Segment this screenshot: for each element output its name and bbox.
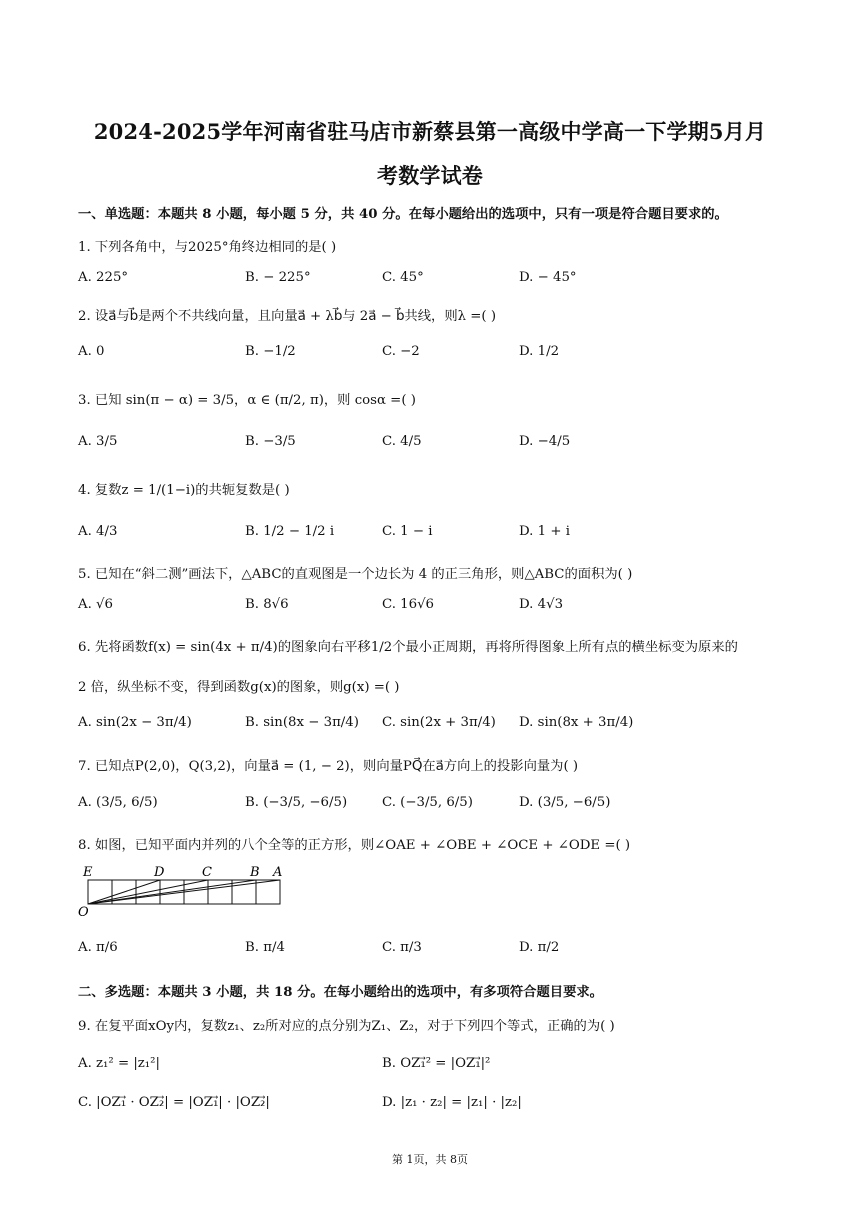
q6-option-b: B. sin(8x − 3π/4) bbox=[245, 715, 359, 730]
q5-option-b: B. 8√6 bbox=[245, 597, 289, 612]
q8-option-d: D. π/2 bbox=[519, 940, 560, 955]
section-heading-multiple-choice: 二、多选题：本题共 3 小题，共 18 分。在每小题给出的选项中，有多项符合题目要求。 bbox=[78, 985, 603, 1000]
q7-option-a: A. (3/5, 6/5) bbox=[78, 795, 158, 810]
q3-option-c: C. 4/5 bbox=[382, 434, 422, 449]
figure-label-c: C bbox=[202, 865, 212, 880]
q4-option-c: C. 1 − i bbox=[382, 524, 433, 539]
q2-option-c: C. −2 bbox=[382, 344, 420, 359]
q6-option-d: D. sin(8x + 3π/4) bbox=[519, 715, 634, 730]
q6-option-c: C. sin(2x + 3π/4) bbox=[382, 715, 496, 730]
figure-label-b: B bbox=[250, 865, 260, 880]
question-8-stem: 8. 如图，已知平面内并列的八个全等的正方形，则∠OAE + ∠OBE + ∠OCE + ∠ODE =( ) bbox=[78, 838, 631, 853]
question-9-stem: 9. 在复平面xOy内，复数z₁、z₂所对应的点分别为Z₁、Z₂，对于下列四个等式，正确的为( ) bbox=[78, 1019, 615, 1034]
q1-option-c: C. 45° bbox=[382, 270, 424, 285]
q3-option-b: B. −3/5 bbox=[245, 434, 296, 449]
page-title-line2: 考数学试卷 bbox=[377, 163, 483, 188]
question-6-stem-continued: 2 倍，纵坐标不变，得到函数g(x)的图象，则g(x) =( ) bbox=[78, 680, 400, 695]
q9-option-c: C. |OZ₁⃗ · OZ₂⃗| = |OZ₁⃗| · |OZ₂⃗| bbox=[78, 1095, 270, 1110]
q8-option-a: A. π/6 bbox=[78, 940, 118, 955]
question-3-stem: 3. 已知 sin(π − α) = 3/5，α ∈ (π/2, π)，则 cosα =( ) bbox=[78, 393, 416, 408]
question-1-stem: 1. 下列各角中，与2025°角终边相同的是( ) bbox=[78, 240, 337, 255]
page-footer: 第 1页，共 8页 bbox=[392, 1153, 468, 1166]
figure-label-o: O bbox=[78, 905, 89, 920]
segment-ob bbox=[88, 880, 256, 904]
q4-option-d: D. 1 + i bbox=[519, 524, 570, 539]
q8-option-b: B. π/4 bbox=[245, 940, 285, 955]
q5-option-d: D. 4√3 bbox=[519, 597, 564, 612]
q5-option-a: A. √6 bbox=[78, 597, 113, 612]
q8-option-c: C. π/3 bbox=[382, 940, 422, 955]
q2-option-b: B. −1/2 bbox=[245, 344, 296, 359]
q9-option-a: A. z₁² = |z₁²| bbox=[78, 1056, 160, 1071]
q9-option-b: B. OZ₁⃗² = |OZ₁⃗|² bbox=[382, 1056, 491, 1071]
page-title-line1: 2024-2025学年河南省驻马店市新蔡县第一高级中学高一下学期5月月 bbox=[93, 119, 767, 144]
question-6-stem: 6. 先将函数f(x) = sin(4x + π/4)的图象向右平移1/2个最小正周期，再将所得图象上所有点的横坐标变为原来的 bbox=[78, 640, 738, 655]
q3-option-d: D. −4/5 bbox=[519, 434, 571, 449]
q2-option-d: D. 1/2 bbox=[519, 344, 560, 359]
q7-option-b: B. (−3/5, −6/5) bbox=[245, 795, 348, 810]
q4-option-a: A. 4/3 bbox=[78, 524, 118, 539]
section-heading-single-choice: 一、单选题：本题共 8 小题，每小题 5 分，共 40 分。在每小题给出的选项中，只有一项是符合题目要求的。 bbox=[78, 207, 728, 222]
eight-squares-figure bbox=[76, 860, 296, 924]
question-4-stem: 4. 复数z = 1/(1−i)的共轭复数是( ) bbox=[78, 483, 290, 498]
q7-option-d: D. (3/5, −6/5) bbox=[519, 795, 611, 810]
q1-option-a: A. 225° bbox=[78, 270, 129, 285]
q9-option-d: D. |z₁ · z₂| = |z₁| · |z₂| bbox=[382, 1095, 522, 1110]
q1-option-b: B. − 225° bbox=[245, 270, 311, 285]
question-7-stem: 7. 已知点P(2,0)，Q(3,2)，向量a⃗ = (1, − 2)，则向量PQ⃗在a⃗方向上的投影向量为( ) bbox=[78, 759, 579, 774]
figure-label-a: A bbox=[273, 865, 283, 880]
question-5-stem: 5. 已知在“斜二测”画法下，△ABC的直观图是一个边长为 4 的正三角形，则△ABC的面积为( ) bbox=[78, 567, 633, 582]
q3-option-a: A. 3/5 bbox=[78, 434, 118, 449]
figure-label-d: D bbox=[154, 865, 165, 880]
question-2-stem: 2. 设a⃗与b⃗是两个不共线向量，且向量a⃗ + λb⃗与 2a⃗ − b⃗共线，则λ =( ) bbox=[78, 309, 497, 324]
q1-option-d: D. − 45° bbox=[519, 270, 577, 285]
q4-option-b: B. 1/2 − 1/2 i bbox=[245, 524, 335, 539]
q5-option-c: C. 16√6 bbox=[382, 597, 435, 612]
q2-option-a: A. 0 bbox=[78, 344, 105, 359]
q6-option-a: A. sin(2x − 3π/4) bbox=[78, 715, 192, 730]
figure-label-e: E bbox=[83, 865, 93, 880]
q7-option-c: C. (−3/5, 6/5) bbox=[382, 795, 473, 810]
